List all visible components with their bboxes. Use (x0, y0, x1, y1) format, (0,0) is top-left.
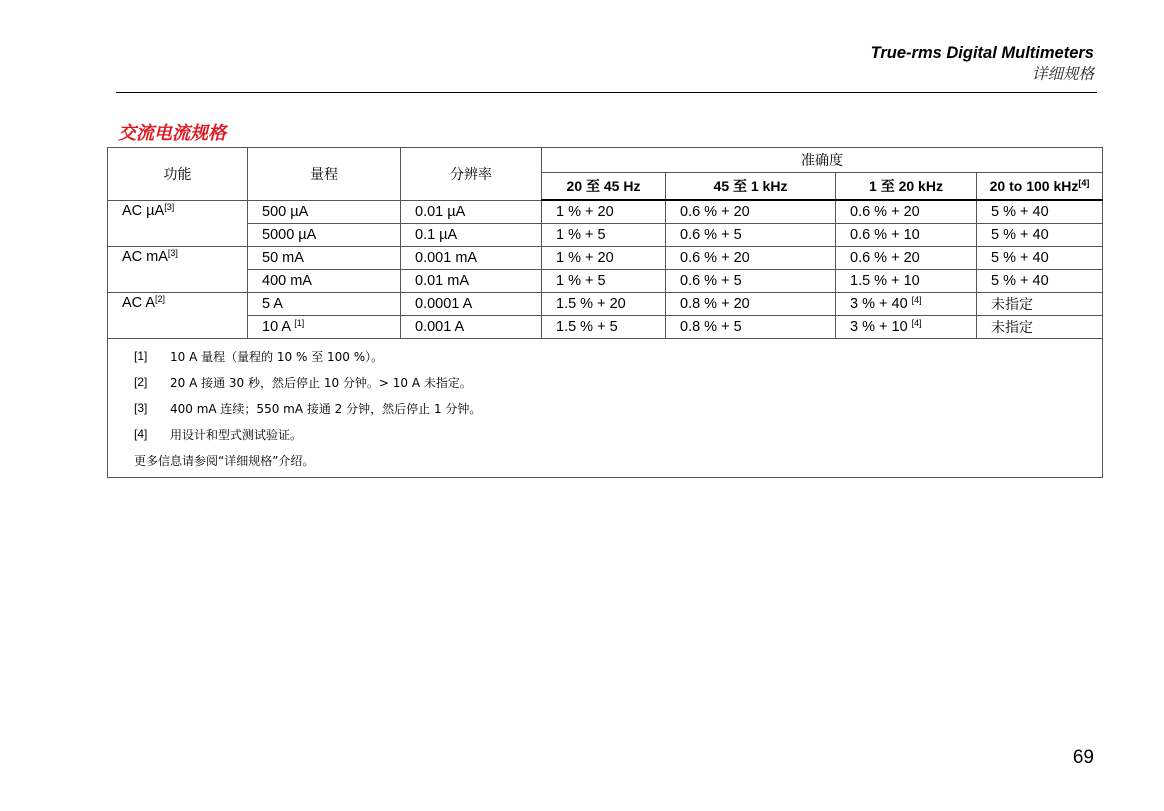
range-cell: 500 µA (248, 200, 401, 224)
accuracy-cell: 1 % + 5 (542, 270, 666, 293)
accuracy-cell: 5 % + 40 (977, 247, 1103, 270)
accuracy-cell: 0.6 % + 20 (836, 247, 977, 270)
accuracy-cell: 1.5 % + 10 (836, 270, 977, 293)
footnote-marker: [3] (134, 401, 148, 415)
table-row (108, 270, 1103, 293)
header-band-2: 45 至 1 kHz (666, 173, 836, 201)
footnote-text: 10 A 量程（量程的 10 % 至 100 %）。 (170, 349, 384, 364)
footnote-text: 用设计和型式测试验证。 (170, 427, 303, 442)
header-band-1: 20 至 45 Hz (542, 173, 666, 201)
footnote-ref: [4] (911, 295, 922, 305)
footnote-text: 20 A 接通 30 秒，然后停止 10 分钟。> 10 A 未指定。 (170, 375, 472, 390)
accuracy-cell: 5 % + 40 (977, 270, 1103, 293)
footnote-ref: [2] (155, 294, 166, 304)
accuracy-cell: 0.6 % + 10 (836, 224, 977, 247)
footnote-item (134, 343, 1102, 369)
resolution-cell: 0.01 mA (401, 270, 542, 293)
footnote-marker: [4] (134, 427, 148, 441)
header-range: 量程 (248, 148, 401, 201)
footnote-marker: [1] (134, 349, 148, 363)
document-subtitle: 详细规格 (1031, 65, 1094, 83)
table-row (108, 200, 1103, 224)
accuracy-cell: 1 % + 20 (542, 200, 666, 224)
table-row (108, 316, 1103, 339)
header-rule (116, 92, 1097, 93)
footnote-ref: [4] (1078, 178, 1090, 188)
accuracy-cell: 0.6 % + 20 (666, 200, 836, 224)
accuracy-cell: 未指定 (977, 293, 1103, 316)
footnote-ref: [3] (164, 201, 175, 212)
footnote-item (134, 421, 1102, 447)
range-cell: 5000 µA (248, 224, 401, 247)
accuracy-cell: 5 % + 40 (977, 224, 1103, 247)
range-cell: 10 A [1] (248, 316, 401, 339)
footnote-item (134, 369, 1102, 395)
accuracy-cell: 3 % + 10 [4] (836, 316, 977, 339)
accuracy-cell: 0.8 % + 5 (666, 316, 836, 339)
table-row (108, 247, 1103, 270)
page-header (871, 43, 1094, 84)
accuracy-cell: 0.6 % + 20 (836, 200, 977, 224)
accuracy-cell: 1 % + 5 (542, 224, 666, 247)
more-info-note: 更多信息请参阅“详细规格”介绍。 (134, 453, 315, 468)
footnote-ref: [3] (167, 248, 178, 258)
header-function: 功能 (108, 148, 248, 201)
header-band-3: 1 至 20 kHz (836, 173, 977, 201)
accuracy-cell: 0.8 % + 20 (666, 293, 836, 316)
accuracy-cell: 3 % + 40 [4] (836, 293, 977, 316)
range-cell: 400 mA (248, 270, 401, 293)
resolution-cell: 0.01 µA (401, 200, 542, 224)
header-resolution: 分辨率 (401, 148, 542, 201)
table-row (108, 293, 1103, 316)
footnote-ref: [1] (294, 318, 305, 328)
document-title: True-rms Digital Multimeters (870, 44, 1094, 62)
resolution-cell: 0.001 A (401, 316, 542, 339)
page-number: 69 (1072, 747, 1094, 768)
accuracy-cell: 1.5 % + 20 (542, 293, 666, 316)
accuracy-cell: 0.6 % + 20 (666, 247, 836, 270)
footnote-item (134, 395, 1102, 421)
range-cell: 5 A (248, 293, 401, 316)
function-cell: AC A[2] (108, 293, 248, 339)
accuracy-cell: 1.5 % + 5 (542, 316, 666, 339)
accuracy-cell: 5 % + 40 (977, 200, 1103, 224)
resolution-cell: 0.001 mA (401, 247, 542, 270)
section-title: 交流电流规格 (118, 123, 226, 144)
function-cell: AC µA[3] (108, 200, 248, 247)
spec-table-body (108, 200, 1103, 339)
resolution-cell: 0.1 µA (401, 224, 542, 247)
range-cell: 50 mA (248, 247, 401, 270)
accuracy-cell: 1 % + 20 (542, 247, 666, 270)
accuracy-cell: 0.6 % + 5 (666, 224, 836, 247)
footnote-marker: [2] (134, 375, 148, 389)
resolution-cell: 0.0001 A (401, 293, 542, 316)
accuracy-cell: 0.6 % + 5 (666, 270, 836, 293)
header-accuracy: 准确度 (542, 148, 1103, 173)
function-cell: AC mA[3] (108, 247, 248, 293)
header-band-4: 20 to 100 kHz[4] (977, 173, 1103, 201)
accuracy-cell: 未指定 (977, 316, 1103, 339)
footnote-ref: [4] (911, 318, 922, 328)
ac-current-spec-table (107, 147, 1103, 478)
footnotes (108, 339, 1103, 478)
footnote-text: 400 mA 连续；550 mA 接通 2 分钟，然后停止 1 分钟。 (170, 401, 482, 416)
table-row (108, 224, 1103, 247)
